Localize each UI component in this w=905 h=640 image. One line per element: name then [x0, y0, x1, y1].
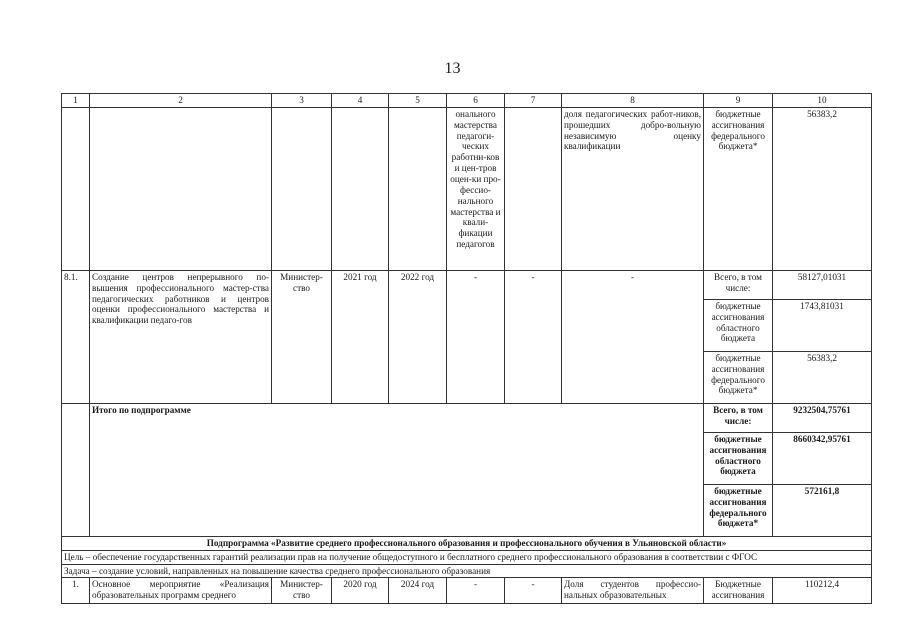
cell-end-year: 2022 год	[389, 270, 447, 403]
cell-funding-value: 56383,2	[773, 351, 872, 403]
column-header: 2	[90, 94, 272, 108]
cell-col6: -	[447, 578, 505, 604]
cell-col7: -	[505, 578, 562, 604]
cell-funding-value: 58127,01031	[773, 270, 872, 299]
column-header: 9	[704, 94, 773, 108]
task-row	[62, 564, 872, 578]
column-header: 5	[389, 94, 447, 108]
table-row-continuation	[62, 107, 872, 270]
cell-funding-label: бюджетные ассигнования федерального бюджета*	[704, 484, 773, 536]
cell-funding-value: 572161,8	[773, 484, 872, 536]
cell-executor: Министер-ство	[272, 270, 332, 403]
cell-funding-label: Всего, в том числе:	[704, 403, 773, 432]
cell-funding-label: Бюджетные ассигнования	[704, 578, 773, 604]
cell-funding-value: 8660342,95761	[773, 432, 872, 484]
cell-col6: -	[447, 270, 505, 403]
cell-funding-value: 110212,4	[773, 578, 872, 604]
cell-col6: онального мастерства педагоги-ческих работни-ков и цен-тров оцен-ки про-фессио-нального мастерства и квали-фикации педагогов	[447, 107, 505, 270]
cell-funding-value: 1743,81031	[773, 299, 872, 351]
goal-row	[62, 550, 872, 564]
column-header: 10	[773, 94, 872, 108]
cell-funding-label: бюджетные ассигнования областного бюджета	[704, 432, 773, 484]
column-header: 8	[562, 94, 704, 108]
cell-start-year: 2020 год	[332, 578, 389, 604]
cell-funding-label: бюджетные ассигнования федерального бюджета*	[704, 351, 773, 403]
page-number: 13	[444, 60, 461, 77]
program-table	[61, 93, 872, 604]
subprogram-task: Задача – создание условий, направленных на повышение качества среднего профессионального образования	[62, 564, 872, 578]
cell-indicator: Доля студентов профессио-нальных образовательных	[562, 578, 704, 604]
subprogram-title-row	[62, 536, 872, 550]
table-row-1	[62, 578, 872, 604]
cell-indicator: доля педагогических работ-ников, прошедших добро-вольную независимую оценку квалификации	[562, 107, 704, 270]
column-header: 4	[332, 94, 389, 108]
cell-activity-name: Основное мероприятие «Реализация образовательных программ среднего	[90, 578, 272, 604]
cell-number: 1.	[62, 578, 90, 604]
cell-start-year: 2021 год	[332, 270, 389, 403]
table-row-total	[62, 403, 872, 432]
column-header: 1	[62, 94, 90, 108]
cell-number: 8.1.	[62, 270, 90, 403]
table-row-8-1	[62, 270, 872, 299]
subprogram-title: Подпрограмма «Развитие среднего профессионального образования и профессионального обучения в Ульяновской области»	[62, 536, 872, 550]
cell-end-year: 2024 год	[389, 578, 447, 604]
column-header: 3	[272, 94, 332, 108]
column-number-row	[62, 94, 872, 108]
subprogram-goal: Цель – обеспечение государственных гарантий реализации прав на получение общедоступного и бесплатного среднего профессионального образования в соответствии с ФГОС	[62, 550, 872, 564]
cell-funding-label: бюджетные ассигнования областного бюджета	[704, 299, 773, 351]
cell-funding-value: 9232504,75761	[773, 403, 872, 432]
column-header: 7	[505, 94, 562, 108]
cell-funding-label: Всего, в том числе:	[704, 270, 773, 299]
cell-funding-label: бюджетные ассигнования федерального бюджета*	[704, 107, 773, 270]
cell-executor: Министер-ство	[272, 578, 332, 604]
cell-total-label: Итого по подпрограмме	[90, 403, 704, 536]
cell-funding-value: 56383,2	[773, 107, 872, 270]
cell-col7: -	[505, 270, 562, 403]
column-header: 6	[447, 94, 505, 108]
cell-indicator: -	[562, 270, 704, 403]
cell-activity-name: Создание центров непрерывного по-вышения профессионального мастер-ства педагогических работников и центров оценки профессионального мастерства и квалификации педаго-гов	[90, 270, 272, 403]
